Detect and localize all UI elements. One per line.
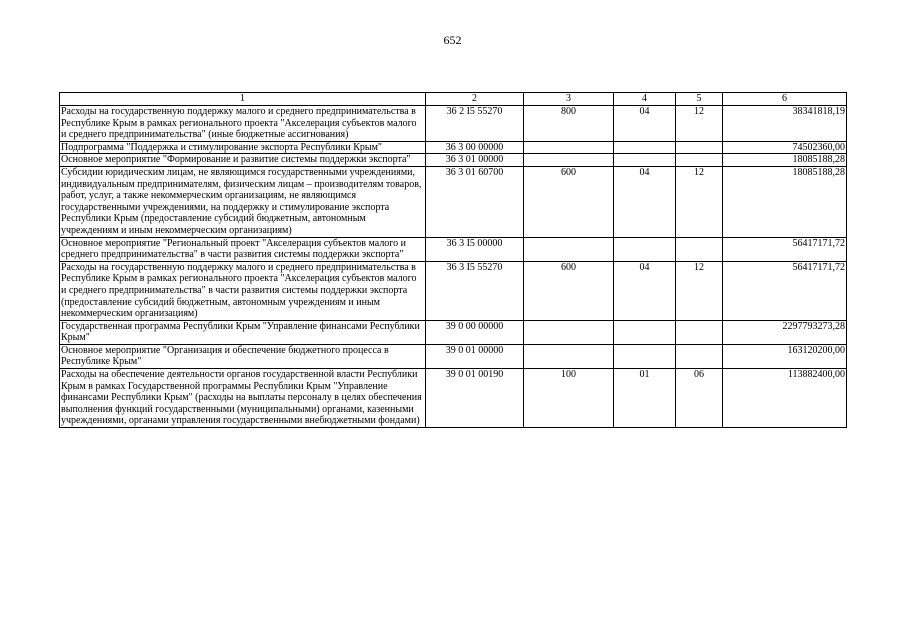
row-vr: 600 — [524, 166, 614, 237]
header-col-1: 1 — [60, 93, 426, 106]
row-vr: 800 — [524, 106, 614, 142]
row-code: 36 3 I5 00000 — [426, 237, 524, 261]
row-name: Расходы на государственную поддержку малого и среднего предпринимательства в Республике Крым в рамках регионального проекта "Акселерация субъектов малого и среднего предпринимательства" в части развития системы поддержки экспорта (предоставление субсидий бюджетным, автономным учреждениям и иным некоммерческим организациям) — [60, 261, 426, 320]
row-sum: 56417171,72 — [723, 237, 847, 261]
row-vr: 100 — [524, 369, 614, 428]
table-row — [60, 344, 847, 368]
row-pr: 12 — [676, 166, 723, 237]
row-pr — [676, 141, 723, 154]
row-rz — [614, 344, 676, 368]
row-code: 39 0 01 00000 — [426, 344, 524, 368]
row-pr — [676, 320, 723, 344]
row-sum: 18085188,28 — [723, 154, 847, 167]
table-row — [60, 141, 847, 154]
row-rz: 04 — [614, 261, 676, 320]
row-name: Субсидии юридическим лицам, не являющимся государственными учреждениями, индивидуальным предпринимателям, физическим лицам – производителям товаров, работ, услуг, а также некоммерческим организациям, не являющимся государственными учреждениями, на поддержку и стимулирование экспорта Республики Крым (предоставление субсидий бюджетным, автономным учреждениям и иным некоммерческим организациям) — [60, 166, 426, 237]
table-row — [60, 166, 847, 237]
row-name: Основное мероприятие "Организация и обеспечение бюджетного процесса в Республике Крым" — [60, 344, 426, 368]
table-row — [60, 261, 847, 320]
row-pr: 12 — [676, 106, 723, 142]
row-name: Основное мероприятие "Региональный проект "Акселерация субъектов малого и среднего предпринимательства" в части развития системы поддержки экспорта" — [60, 237, 426, 261]
row-rz: 04 — [614, 166, 676, 237]
row-rz — [614, 320, 676, 344]
row-code: 36 3 01 60700 — [426, 166, 524, 237]
table-row — [60, 106, 847, 142]
row-vr: 600 — [524, 261, 614, 320]
row-vr — [524, 320, 614, 344]
row-rz — [614, 141, 676, 154]
row-code: 36 3 I5 55270 — [426, 261, 524, 320]
table-row — [60, 154, 847, 167]
row-code: 39 0 00 00000 — [426, 320, 524, 344]
header-col-2: 2 — [426, 93, 524, 106]
row-name: Основное мероприятие "Формирование и развитие системы поддержки экспорта" — [60, 154, 426, 167]
row-sum: 38341818,19 — [723, 106, 847, 142]
row-sum: 163120200,00 — [723, 344, 847, 368]
row-rz: 04 — [614, 106, 676, 142]
row-pr — [676, 154, 723, 167]
budget-table — [59, 92, 847, 428]
row-vr — [524, 154, 614, 167]
row-code: 36 2 I5 55270 — [426, 106, 524, 142]
row-vr — [524, 237, 614, 261]
row-vr — [524, 141, 614, 154]
row-pr — [676, 344, 723, 368]
row-vr — [524, 344, 614, 368]
row-rz — [614, 154, 676, 167]
header-col-6: 6 — [723, 93, 847, 106]
row-sum: 56417171,72 — [723, 261, 847, 320]
header-col-3: 3 — [524, 93, 614, 106]
row-pr — [676, 237, 723, 261]
row-rz — [614, 237, 676, 261]
row-code: 36 3 01 00000 — [426, 154, 524, 167]
row-name: Государственная программа Республики Крым "Управление финансами Республики Крым" — [60, 320, 426, 344]
header-col-5: 5 — [676, 93, 723, 106]
row-sum: 74502360,00 — [723, 141, 847, 154]
page-number: 652 — [443, 33, 462, 47]
row-name: Подпрограмма "Поддержка и стимулирование экспорта Республики Крым" — [60, 141, 426, 154]
header-row — [60, 93, 847, 106]
row-pr: 06 — [676, 369, 723, 428]
header-col-4: 4 — [614, 93, 676, 106]
table-row — [60, 369, 847, 428]
row-code: 39 0 01 00190 — [426, 369, 524, 428]
row-pr: 12 — [676, 261, 723, 320]
row-name: Расходы на обеспечение деятельности органов государственной власти Республики Крым в рамках Государственной программы Республики Крым "Управление финансами Республики Крым" (расходы на выплаты персоналу в целях обеспечения выполнения функций государственными (муниципальными) органами, казенными учреждениями, органами управления государственными внебюджетными фондами) — [60, 369, 426, 428]
row-code: 36 3 00 00000 — [426, 141, 524, 154]
row-sum: 18085188,28 — [723, 166, 847, 237]
row-rz: 01 — [614, 369, 676, 428]
table-row — [60, 320, 847, 344]
row-name: Расходы на государственную поддержку малого и среднего предпринимательства в Республике Крым в рамках регионального проекта "Акселерация субъектов малого и среднего предпринимательства" (иные бюджетные ассигнования) — [60, 106, 426, 142]
row-sum: 2297793273,28 — [723, 320, 847, 344]
table-row — [60, 237, 847, 261]
row-sum: 113882400,00 — [723, 369, 847, 428]
